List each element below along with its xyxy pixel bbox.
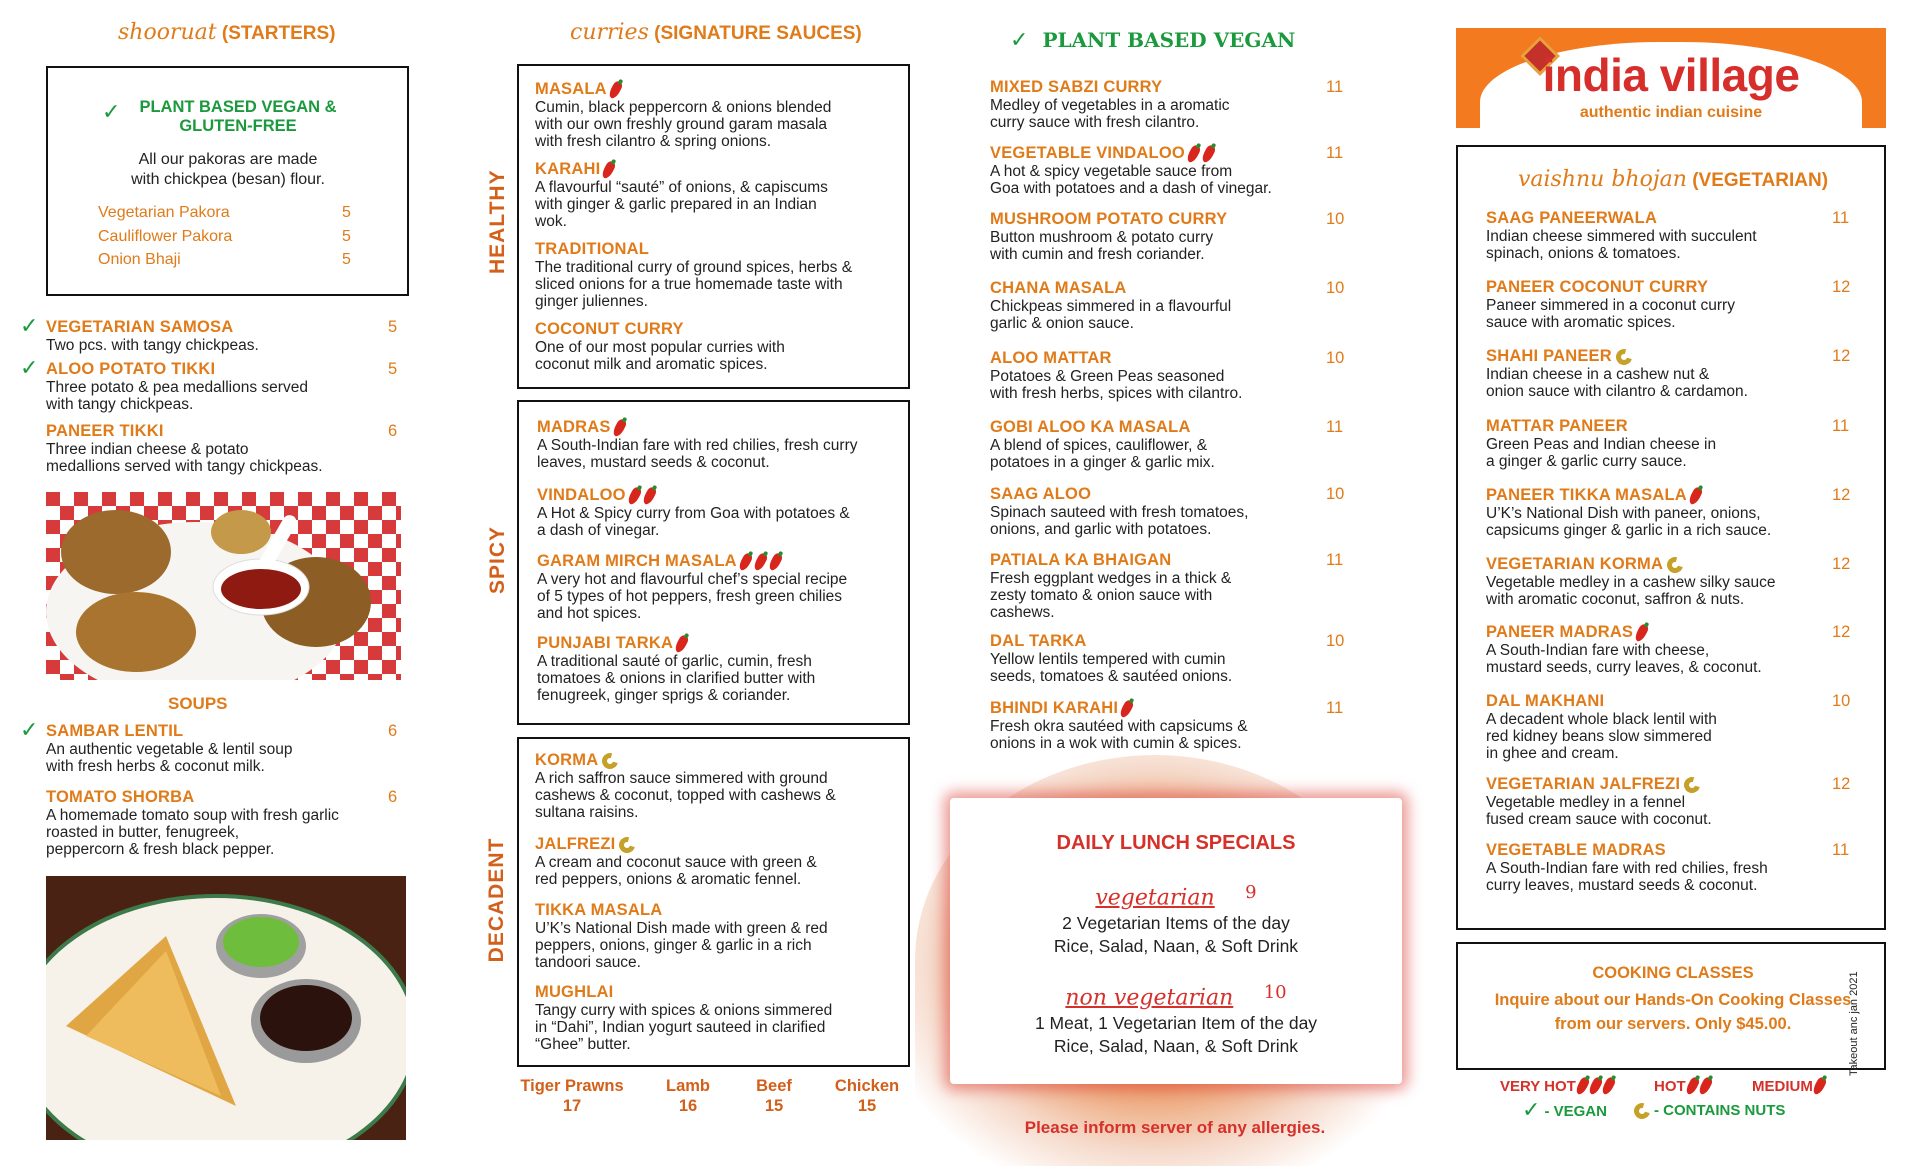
item-name-text: VEGETABLE VINDALOO (990, 144, 1185, 162)
nonveg-lunch-desc: 1 Meat, 1 Vegetarian Item of the day Rice, Salad, Naan, & Soft Drink (1034, 1013, 1318, 1056)
legend-vegan-label: - VEGAN (1544, 1102, 1607, 1120)
menu-item (535, 240, 905, 310)
item-desc: The traditional curry of ground spices, herbs & sliced onions for a true homemade taste with ginger juliennes. (535, 259, 853, 310)
legend-vegan (1522, 1098, 1607, 1123)
item-desc: A South-Indian fare with red chilies, fresh curry leaves, mustard seeds & coconut. (1486, 860, 1768, 894)
menu-item (537, 634, 907, 704)
item-desc: A decadent whole black lentil with red kidney beans slow simmered in ghee and cream. (1486, 711, 1717, 762)
item-price: 10 (1326, 485, 1345, 503)
item-desc: A South-Indian fare with red chilies, fresh curry leaves, mustard seeds & coconut. (537, 437, 858, 471)
item-name-text: SHAHI PANEER (1486, 347, 1612, 365)
item-desc: Two pcs. with tangy chickpeas. (46, 337, 259, 354)
item-price: 12 (1832, 278, 1851, 296)
item-desc: A Hot & Spicy curry from Goa with potatoes & a dash of vinegar. (537, 505, 850, 539)
curries-label: (SIGNATURE SAUCES) (654, 23, 862, 44)
item-name: VEGETARIAN SAMOSA (46, 318, 234, 336)
meat-name: Lamb (665, 1077, 710, 1095)
item-price: 12 (1832, 555, 1851, 573)
menu-item (535, 320, 905, 373)
pakora-box-title: PLANT BASED VEGAN & GLUTEN-FREE (139, 98, 337, 135)
item-name: SAAG ALOO (990, 485, 1092, 503)
item-name: MIXED SABZI CURRY (990, 78, 1163, 96)
chili-icon (1200, 143, 1216, 163)
item-desc: Cumin, black peppercorn & onions blended with our own freshly ground garam masala with fresh cilantro & spring onions. (535, 99, 832, 150)
meat-price: 16 (678, 1097, 698, 1115)
menu-item (1486, 775, 1816, 828)
vegan-heading (1010, 28, 1295, 52)
item-price: 12 (1832, 486, 1851, 504)
chili-icon (641, 485, 657, 505)
vegetarian-box (1456, 145, 1886, 930)
menu-item (990, 699, 1310, 752)
chili-icon (1118, 698, 1134, 718)
starters-label: (STARTERS) (221, 23, 336, 44)
item-price: 6 (388, 422, 398, 440)
item-desc: Three potato & pea medallions served with tangy chickpeas. (46, 379, 308, 413)
item-desc: A very hot and flavourful chef’s special recipe of 5 types of hot peppers, fresh green chilies and hot spices. (537, 571, 848, 622)
vegan-leaf-icon: ✓ (102, 100, 121, 125)
item-price: 10 (1832, 692, 1851, 710)
menu-item (1486, 555, 1816, 608)
starters-heading (118, 20, 336, 45)
chili-icon (767, 551, 783, 571)
item-name (537, 486, 907, 505)
item-price: 10 (1326, 210, 1345, 228)
menu-item (537, 418, 907, 471)
curries-script: curries (570, 20, 649, 45)
item-price: 11 (1326, 78, 1344, 96)
lunch-title: DAILY LUNCH SPECIALS (1056, 832, 1296, 854)
menu-item (990, 144, 1310, 197)
item-price: 11 (1326, 699, 1344, 717)
vegan-leaf-icon: ✓ (20, 314, 39, 339)
item-desc: Indian cheese in a cashew nut & onion sauce with cilantro & cardamon. (1486, 366, 1748, 400)
menu-item (535, 751, 905, 821)
cooking-text: Inquire about our Hands-On Cooking Classes from our servers. Only $45.00. (1494, 991, 1852, 1033)
menu-item (535, 835, 905, 888)
chili-icon (673, 633, 689, 653)
item-name (990, 699, 1310, 718)
legend-very-hot (1500, 1077, 1615, 1095)
menu-item (535, 901, 905, 971)
pakora-photo (46, 492, 401, 680)
pakora-price: 5 (342, 204, 351, 221)
legend-medium (1752, 1077, 1826, 1095)
cooking-title: COOKING CLASSES (1592, 964, 1754, 982)
item-name-text: GARAM MIRCH MASALA (537, 552, 737, 570)
item-name: TIKKA MASALA (535, 901, 663, 919)
item-desc: Indian cheese simmered with succulent spinach, onions & tomatoes. (1486, 228, 1757, 262)
healthy-label: HEALTHY (486, 169, 509, 274)
vegan-heading-text: PLANT BASED VEGAN (1042, 28, 1296, 52)
veg-lunch-heading (950, 882, 1402, 910)
menu-item (990, 210, 1310, 263)
vegetarian-heading (1458, 167, 1888, 192)
item-name: MUGHLAI (535, 983, 614, 1001)
item-name: PANEER TIKKI (46, 422, 164, 440)
vegetarian-script: vaishnu bhojan (1517, 167, 1687, 192)
menu-item (46, 422, 406, 475)
item-price: 6 (388, 722, 398, 740)
chili-icon (1687, 485, 1703, 505)
chili-icon (601, 159, 617, 179)
item-desc: A flavourful “sauté” of onions, & capiscums with ginger & garlic prepared in an Indian wok. (535, 179, 828, 230)
nonveg-lunch-price: 10 (1263, 982, 1287, 1003)
allergy-note: Please inform server of any allergies. (1024, 1118, 1326, 1137)
item-desc: A traditional sauté of garlic, cumin, fresh tomatoes & onions in clarified butter with fenugreek, ginger sprigs & coriander. (537, 653, 816, 704)
legend-nuts (1634, 1102, 1785, 1119)
item-name: PATIALA KA BHAIGAN (990, 551, 1172, 569)
legend-hot (1654, 1077, 1712, 1095)
item-name (1486, 347, 1816, 366)
item-desc: A South-Indian fare with cheese, mustard seeds, curry leaves, & coconut. (1486, 642, 1762, 676)
item-desc: A hot & spicy vegetable sauce from Goa with potatoes and a dash of vinegar. (990, 163, 1272, 197)
menu-item (46, 360, 406, 413)
item-desc: A blend of spices, cauliflower, & potatoes in a ginger & garlic mix. (990, 437, 1215, 471)
pakora-photo-art (46, 492, 401, 680)
item-name (535, 160, 905, 179)
item-price: 12 (1832, 347, 1851, 365)
nut-icon (1664, 554, 1686, 576)
cooking-classes-box (1456, 942, 1886, 1070)
lunch-specials-box (950, 798, 1402, 1084)
item-name: PANEER COCONUT CURRY (1486, 278, 1709, 296)
legend-hot-label: HOT (1654, 1077, 1686, 1095)
vegan-leaf-icon: ✓ (20, 356, 39, 381)
meat-option (822, 1076, 912, 1116)
vegan-leaf-icon: ✓ (20, 718, 39, 743)
item-price: 12 (1832, 775, 1851, 793)
chili-icon (607, 79, 623, 99)
item-name (990, 144, 1310, 163)
chili-icon (1697, 1076, 1713, 1096)
menu-item (1486, 417, 1816, 470)
chili-icon (1574, 1076, 1590, 1096)
menu-item (46, 318, 406, 354)
item-desc: Green Peas and Indian cheese in a ginger & garlic curry sauce. (1486, 436, 1717, 470)
menu-item (535, 160, 905, 230)
chili-icon (737, 551, 753, 571)
item-name (535, 751, 905, 770)
item-name (535, 835, 905, 854)
item-name (537, 552, 907, 571)
item-desc: Medley of vegetables in a aromatic curry sauce with fresh cilantro. (990, 97, 1230, 131)
nut-icon (1681, 774, 1703, 796)
item-name-text: VINDALOO (537, 486, 626, 504)
item-desc: Fresh eggplant wedges in a thick & zesty tomato & onion sauce with cashews. (990, 570, 1232, 621)
pakora-name: Onion Bhaji (98, 251, 181, 268)
item-desc: Chickpeas simmered in a flavourful garlic & onion sauce. (990, 298, 1232, 332)
soups-heading: SOUPS (168, 694, 228, 713)
item-desc: A rich saffron sauce simmered with ground cashews & coconut, topped with cashews & sultana raisins. (535, 770, 836, 821)
item-name: ALOO MATTAR (990, 349, 1112, 367)
item-name-text: MASALA (535, 80, 607, 98)
item-name-text: BHINDI KARAHI (990, 699, 1119, 717)
item-desc: Vegetable medley in a cashew silky sauce with aromatic coconut, saffron & nuts. (1486, 574, 1776, 608)
item-desc: Vegetable medley in a fennel fused cream sauce with coconut. (1486, 794, 1712, 828)
item-price: 12 (1832, 623, 1851, 641)
item-name: DAL TARKA (990, 632, 1087, 650)
meat-option (648, 1076, 728, 1116)
item-desc: Button mushroom & potato curry with cumin and fresh coriander. (990, 229, 1214, 263)
menu-item (990, 551, 1310, 621)
starters-script: shooruat (118, 20, 217, 45)
pakora-name: Vegetarian Pakora (98, 204, 230, 221)
nut-icon (617, 834, 639, 856)
item-name: MUSHROOM POTATO CURRY (990, 210, 1228, 228)
item-name (535, 80, 905, 99)
chili-icon (611, 417, 627, 437)
menu-item (1486, 209, 1816, 262)
item-name: DAL MAKHANI (1486, 692, 1605, 710)
spicy-label: SPICY (486, 525, 509, 595)
menu-item (535, 983, 905, 1053)
side-note: Takeout anc jan 2021 (1848, 971, 1860, 1076)
menu-item (537, 486, 907, 539)
item-name: SAAG PANEERWALA (1486, 209, 1658, 227)
menu-item (46, 788, 406, 858)
item-price: 5 (388, 318, 398, 336)
item-name-text: VEGETARIAN JALFREZI (1486, 775, 1681, 793)
vegetarian-label: (VEGETARIAN) (1692, 170, 1829, 191)
item-name: CHANA MASALA (990, 279, 1127, 297)
menu-item (990, 78, 1310, 131)
item-desc: Tangy curry with spices & onions simmered in “Dahi”, Indian yogurt sauteed in clarified “Ghee” butter. (535, 1002, 833, 1053)
menu-item (1486, 623, 1816, 676)
item-desc: An authentic vegetable & lentil soup with fresh herbs & coconut milk. (46, 741, 293, 775)
pakora-box-note: All our pakoras are made with chickpea (besan) flour. (131, 151, 325, 188)
menu-item (535, 80, 905, 150)
menu-item (1486, 347, 1816, 400)
item-price: 11 (1832, 209, 1850, 227)
item-desc: U’K’s National Dish with paneer, onions, capsicums ginger & garlic in a rich sauce. (1486, 505, 1772, 539)
menu-item (537, 552, 907, 622)
veg-lunch-price: 9 (1245, 882, 1257, 903)
nonveg-lunch-heading (950, 982, 1402, 1010)
item-name-text: KARAHI (535, 160, 601, 178)
item-name: ALOO POTATO TIKKI (46, 360, 216, 378)
nut-icon (1613, 346, 1635, 368)
item-price: 10 (1326, 632, 1345, 650)
veg-lunch-label: vegetarian (1095, 885, 1215, 911)
menu-item (1486, 692, 1816, 762)
chili-icon (752, 551, 768, 571)
legend-nuts-label: - CONTAINS NUTS (1654, 1102, 1786, 1119)
menu-item (990, 349, 1310, 402)
curries-heading (570, 20, 862, 45)
item-name: COCONUT CURRY (535, 320, 684, 338)
menu-item (1486, 278, 1816, 331)
item-desc: A cream and coconut sauce with green & red peppers, onions & aromatic fennel. (535, 854, 817, 888)
item-price: 10 (1326, 349, 1345, 367)
menu-item (990, 632, 1310, 685)
legend-medium-label: MEDIUM (1752, 1077, 1813, 1095)
item-name (1486, 775, 1816, 794)
decadent-label: DECADENT (485, 837, 508, 963)
menu-item (46, 722, 406, 775)
chili-icon (626, 485, 642, 505)
pakora-box (46, 66, 409, 296)
item-name (537, 634, 907, 653)
menu-item (1486, 841, 1816, 894)
meat-name: Beef (756, 1077, 792, 1095)
logo-name: india village (1542, 49, 1800, 101)
menu-item (990, 485, 1310, 538)
item-name-text: VEGETARIAN KORMA (1486, 555, 1664, 573)
item-price: 5 (388, 360, 398, 378)
chili-icon (1185, 143, 1201, 163)
meat-option (512, 1076, 632, 1116)
item-name-text: MADRAS (537, 418, 611, 436)
chili-icon (1811, 1076, 1827, 1096)
menu-item (990, 279, 1310, 332)
chili-icon (1633, 622, 1649, 642)
legend-very-hot-label: VERY HOT (1500, 1077, 1576, 1095)
chili-icon (1587, 1076, 1603, 1096)
veg-lunch-desc: 2 Vegetarian Items of the day Rice, Salad, Naan, & Soft Drink (1053, 913, 1299, 956)
nonveg-lunch-label: non vegetarian (1065, 985, 1234, 1011)
item-desc: Three indian cheese & potato medallions served with tangy chickpeas. (46, 441, 323, 475)
pakora-price: 5 (342, 251, 351, 268)
meat-name: Tiger Prawns (520, 1077, 624, 1095)
meat-price: 15 (857, 1097, 877, 1115)
pakora-name: Cauliflower Pakora (98, 228, 233, 245)
meat-price: 15 (764, 1097, 784, 1115)
item-desc: Fresh okra sautéed with capsicums & onions in a wok with cumin & spices. (990, 718, 1248, 752)
item-name (1486, 623, 1816, 642)
item-price: 10 (1326, 279, 1345, 297)
item-desc: One of our most popular curries with coconut milk and aromatic spices. (535, 339, 785, 373)
vegan-leaf-icon: ✓ (1522, 1098, 1541, 1123)
item-desc: Yellow lentils tempered with cumin seeds, tomatoes & sautéed onions. (990, 651, 1233, 685)
item-price: 11 (1326, 144, 1344, 162)
meat-name: Chicken (834, 1077, 900, 1095)
menu-item (1486, 486, 1816, 539)
item-name: GOBI ALOO KA MASALA (990, 418, 1191, 436)
item-name: SAMBAR LENTIL (46, 722, 184, 740)
menu-item (990, 418, 1310, 471)
logo-tagline: authentic indian cuisine (1579, 104, 1763, 121)
item-desc: Spinach sauteed with fresh tomatoes, onions, and garlic with potatoes. (990, 504, 1249, 538)
samosa-photo (46, 876, 406, 1140)
item-name (537, 418, 907, 437)
item-desc: A homemade tomato soup with fresh garlic roasted in butter, fenugreek, peppercorn & fresh black pepper. (46, 807, 339, 858)
meat-option (734, 1076, 814, 1116)
nut-icon (599, 750, 621, 772)
nut-icon (1631, 1100, 1653, 1122)
samosa-photo-art (46, 876, 406, 1140)
item-name: MATTAR PANEER (1486, 417, 1628, 435)
item-desc: U’K’s National Dish made with green & red peppers, onions, ginger & garlic in a rich tandoori sauce. (535, 920, 828, 971)
item-name-text: PANEER MADRAS (1486, 623, 1634, 641)
restaurant-logo (1456, 28, 1886, 128)
item-name (1486, 555, 1816, 574)
item-price: 11 (1832, 417, 1850, 435)
item-desc: Paneer simmered in a coconut curry sauce with aromatic spices. (1486, 297, 1735, 331)
vegan-leaf-icon: ✓ (1010, 28, 1029, 53)
item-price: 11 (1326, 418, 1344, 436)
spicy-box (517, 400, 910, 725)
item-name (1486, 486, 1816, 505)
chili-icon (1684, 1076, 1700, 1096)
item-name-text: PUNJABI TARKA (537, 634, 674, 652)
item-name: TOMATO SHORBA (46, 788, 195, 806)
pakora-price: 5 (342, 228, 351, 245)
meat-price: 17 (562, 1097, 582, 1115)
item-name: VEGETABLE MADRAS (1486, 841, 1666, 859)
item-price: 11 (1832, 841, 1850, 859)
item-price: 11 (1326, 551, 1344, 569)
item-name-text: KORMA (535, 751, 599, 769)
chili-icon (1600, 1076, 1616, 1096)
decadent-box (517, 737, 910, 1067)
item-name: TRADITIONAL (535, 240, 650, 258)
item-name-text: PANEER TIKKA MASALA (1486, 486, 1687, 504)
item-price: 6 (388, 788, 398, 806)
item-desc: Potatoes & Green Peas seasoned with fresh herbs, spices with cilantro. (990, 368, 1243, 402)
healthy-box (517, 64, 910, 389)
item-name-text: JALFREZI (535, 835, 616, 853)
